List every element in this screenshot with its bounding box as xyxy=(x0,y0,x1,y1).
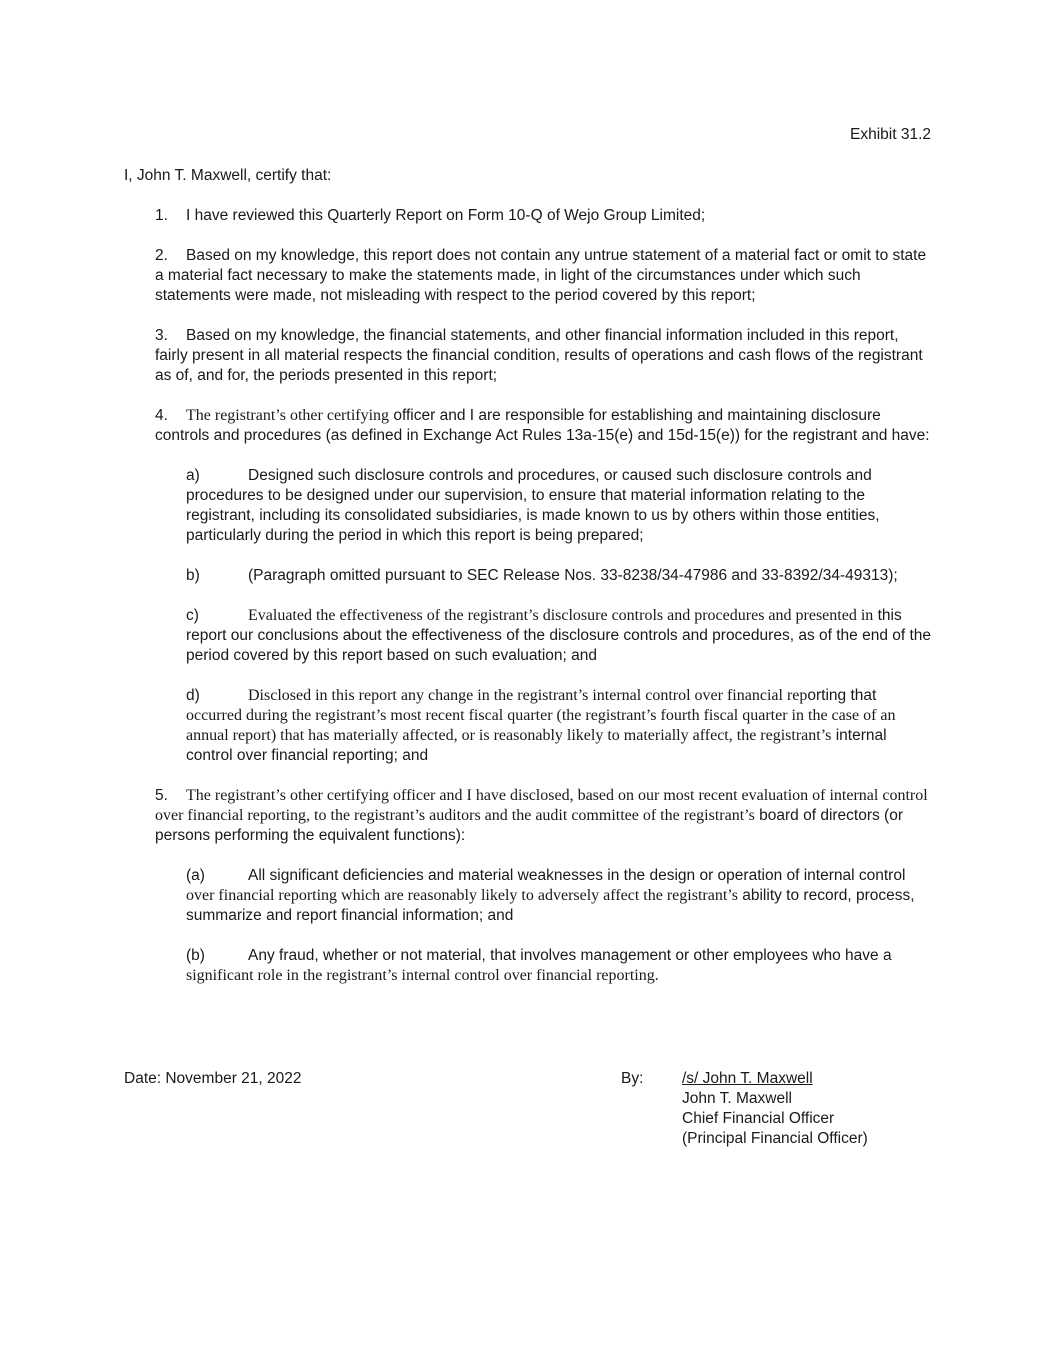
sub-item-text: Any fraud, whether or not material, that involves management or other employees who have a xyxy=(248,947,892,964)
sub-item xyxy=(186,686,933,766)
signature-block xyxy=(682,1069,868,1149)
signature-line: /s/ John T. Maxwell xyxy=(682,1070,813,1087)
certification-intro: I, John T. Maxwell, certify that: xyxy=(124,167,332,184)
sub-item xyxy=(186,866,933,926)
list-item xyxy=(155,406,933,446)
sub-item xyxy=(186,606,933,666)
signer-title: Chief Financial Officer xyxy=(682,1110,835,1127)
sub-item-text-serif: Disclosed in this report any change in the registrant’s internal control over financial rep xyxy=(248,687,808,704)
item-text-serif: The registrant’s other certifying xyxy=(186,407,390,424)
item-text: I have reviewed this Quarterly Report on Form 10-Q of Wejo Group Limited; xyxy=(186,207,706,224)
sub-item-text: internal control over financial reporting; and xyxy=(186,727,887,764)
item-text: Based on my knowledge, the financial statements, and other financial information included in this report, fairly present in all material respects the financial condition, results of operations and cash flows of the registrant as of, and for, the periods presented in this report; xyxy=(155,327,923,384)
sub-item-text-serif: over financial reporting which are reasonably likely to adversely affect the registrant’s xyxy=(186,887,738,904)
item-text-serif: The registrant’s other certifying officer and I have disclosed, based on our most recent evaluation of internal control over financial reporting, to the registrant’s auditors and the audit committee of the registrant’s xyxy=(155,787,928,824)
item-text: board of directors (or persons performing the equivalent functions): xyxy=(155,807,904,844)
sub-item-letter: d) xyxy=(186,687,200,704)
sub-item xyxy=(186,946,933,986)
list-item xyxy=(155,246,933,306)
signer-role: (Principal Financial Officer) xyxy=(682,1130,868,1147)
signature-date: Date: November 21, 2022 xyxy=(124,1070,302,1087)
sub-item-text: (Paragraph omitted pursuant to SEC Release Nos. 33-8238/34-47986 and 33-8392/34-49313); xyxy=(248,567,898,584)
sub-item-letter: b) xyxy=(186,567,200,584)
sub-item-letter: (b) xyxy=(186,947,205,964)
sub-list-item-4 xyxy=(186,466,933,766)
certification-list xyxy=(155,206,933,1006)
sub-item-text-serif: significant role in the registrant’s internal control over financial reporting. xyxy=(186,967,659,984)
item-text: Based on my knowledge, this report does not contain any untrue statement of a material fact or omit to state a material fact necessary to make the statements made, in light of the circumstances under which such statements were made, not misleading with respect to the period covered by this report; xyxy=(155,247,927,304)
sub-item-letter: a) xyxy=(186,467,200,484)
sub-list-item-5 xyxy=(186,866,933,986)
signer-name: John T. Maxwell xyxy=(682,1090,792,1107)
item-number: 5. xyxy=(155,787,168,804)
exhibit-label: Exhibit 31.2 xyxy=(850,126,931,143)
list-item xyxy=(155,326,933,386)
sub-item-text-tail: ability to record, process, summarize and report financial information; and xyxy=(186,887,915,924)
sub-item-text-serif: Evaluated the effectiveness of the registrant’s disclosure controls and procedures and presented in xyxy=(248,607,874,624)
item-text: officer and I are responsible for establishing and maintaining disclosure controls and procedures (as defined in Exchange Act Rules 13a-15(e) and 15d-15(e)) for the registrant and have: xyxy=(155,407,930,444)
sub-item-letter: c) xyxy=(186,607,199,624)
sub-item xyxy=(186,566,933,586)
sub-item-letter: (a) xyxy=(186,867,205,884)
sub-item-text: Designed such disclosure controls and procedures, or caused such disclosure controls and procedures to be designed under our supervision, to ensure that material information relating to the registrant, including its consolidated subsidiaries, is made known to us by others within those entities, particularly during the period in which this report is being prepared; xyxy=(186,467,880,544)
item-number: 1. xyxy=(155,207,168,224)
sub-item-text: All significant deficiencies and material weaknesses in the design or operation of internal control xyxy=(248,867,906,884)
by-label: By: xyxy=(621,1070,644,1087)
sub-item-text-serif-tail: occurred during the registrant’s most recent fiscal quarter (the registrant’s fourth fiscal quarter in the case of an annual report) that has materially affected, or is reasonably likely to materially affect, the registrant’s xyxy=(186,707,896,744)
item-number: 2. xyxy=(155,247,168,264)
list-item xyxy=(155,786,933,846)
sub-item-text: this report our conclusions about the effectiveness of the disclosure controls and procedures, as of the end of the period covered by this report based on such evaluation; and xyxy=(186,607,932,664)
item-number: 4. xyxy=(155,407,168,424)
item-number: 3. xyxy=(155,327,168,344)
sub-item xyxy=(186,466,933,546)
sub-item-text-mid: orting that xyxy=(807,687,877,704)
list-item xyxy=(155,206,933,226)
